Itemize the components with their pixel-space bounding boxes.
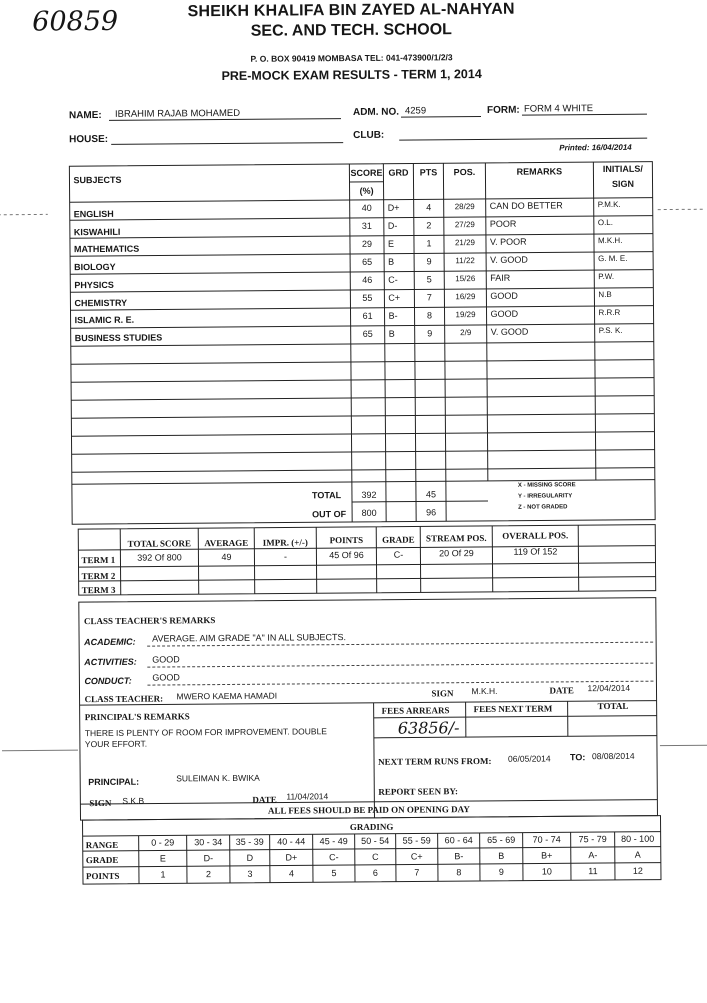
next-term-runs-label: NEXT TERM RUNS FROM:: [378, 756, 492, 767]
fees-arrears-value: 63856/-: [398, 718, 460, 737]
summary-header-average: AVERAGE: [198, 538, 254, 548]
report-seen-label: REPORT SEEN BY:: [378, 786, 458, 797]
summary-header-impr: IMPR. (+/-): [254, 537, 316, 547]
next-term-to: 08/08/2014: [592, 751, 635, 761]
result-row: ISLAMIC R. E. 61 B- 8 19/29 GOOD R.R.R: [0, 0, 703, 3]
grading-heading: GRADING: [83, 820, 661, 835]
fees-notice: ALL FEES SHOULD BE PAID ON OPENING DAY: [80, 803, 657, 818]
header-initials: INITIALS/: [593, 164, 652, 174]
result-row: CHEMISTRY 55 C+ 7 16/29 GOOD N.B: [0, 0, 703, 3]
grading-grade-label: GRADE: [86, 855, 119, 865]
academic-remark: AVERAGE. AIM GRADE "A" IN ALL SUBJECTS.: [152, 632, 346, 644]
form-label: FORM:: [487, 105, 520, 116]
conduct-label: CONDUCT:: [84, 676, 131, 686]
principal-sign-label: SIGN: [89, 798, 111, 808]
class-teacher-name: MWERO KAEMA HAMADI: [176, 691, 277, 702]
class-teacher-label: CLASS TEACHER:: [85, 694, 164, 705]
result-row: BUSINESS STUDIES 65 B 9 2/9 V. GOOD P.S. K.: [0, 0, 703, 3]
principal-date: 11/04/2014: [286, 791, 328, 801]
grading-range-label: RANGE: [86, 840, 119, 850]
school-type: SEC. AND TECH. SCHOOL: [146, 20, 556, 41]
principal-name: SULEIMAN K. BWIKA: [176, 773, 260, 784]
student-name: IBRAHIM RAJAB MOHAMED: [115, 108, 240, 120]
grading-ranges: 0 - 29 30 - 34 35 - 39 40 - 44 45 - 49 50 - 54 55 - 59 60 - 64 65 - 69 70 - 74 75 - 79 80 - 100: [0, 0, 703, 3]
club-label: CLUB:: [353, 130, 384, 141]
printed-date: Printed: 16/04/2014: [559, 143, 632, 153]
adm-label: ADM. NO.: [353, 107, 399, 118]
class-teacher-date-label: DATE: [549, 685, 573, 695]
principal-date-label: DATE: [252, 795, 276, 805]
next-term-from: 06/05/2014: [508, 753, 551, 763]
summary-row-term3: TERM 3: [82, 585, 116, 595]
grading-points-label: POINTS: [86, 871, 120, 881]
house-label: HOUSE:: [69, 134, 108, 145]
grading-grades: E D- D D+ C- C C+ B- B B+ A- A: [0, 0, 703, 3]
header-position: POS.: [443, 167, 485, 177]
result-row: PHYSICS 46 C- 5 15/26 FAIR P.W.: [0, 0, 703, 3]
class-teacher-heading: CLASS TEACHER'S REMARKS: [84, 615, 215, 626]
result-row: MATHEMATICS 29 E 1 21/29 V. POOR M.K.H.: [0, 0, 703, 3]
activities-label: ACTIVITIES:: [84, 657, 137, 667]
total-points: 45: [416, 489, 446, 499]
student-form: FORM 4 WHITE: [524, 103, 593, 115]
class-teacher-date: 12/04/2014: [587, 683, 630, 693]
header-score-unit: (%): [350, 186, 384, 196]
summary-header-points: POINTS: [316, 535, 376, 545]
class-teacher-sign-label: SIGN: [431, 688, 453, 698]
outof-score: 800: [352, 508, 386, 518]
outof-label: OUT OF: [312, 509, 346, 519]
outof-points: 96: [416, 507, 446, 517]
header-initials-sign: SIGN: [593, 179, 652, 189]
handwritten-ref-number: 60859: [32, 6, 118, 38]
principal-remark-line1: THERE IS PLENTY OF ROOM FOR IMPROVEMENT. DOUBLE: [85, 726, 327, 738]
summary-header-stream: STREAM POS.: [420, 533, 492, 544]
header-subjects: SUBJECTS: [69, 175, 133, 186]
result-row: ENGLISH 40 D+ 4 28/29 CAN DO BETTER P.M.K.: [0, 0, 703, 3]
fees-next-term-label: FEES NEXT TERM: [474, 703, 553, 714]
legend-missing: X - MISSING SCORE: [518, 482, 576, 488]
summary-header-overall: OVERALL POS.: [492, 530, 578, 541]
school-address: P. O. BOX 90419 MOMBASA TEL: 041-473900/1/2/3: [146, 51, 556, 64]
legend-not-graded: Z - NOT GRADED: [518, 504, 567, 510]
legend-irregularity: Y - IRREGULARITY: [518, 493, 572, 499]
next-term-to-label: TO:: [570, 752, 585, 762]
class-teacher-sign: M.K.H.: [471, 686, 497, 696]
principal-sign: S.K.B: [122, 796, 144, 806]
summary-row-term2: TERM 2: [82, 571, 116, 581]
conduct-remark: GOOD: [152, 672, 180, 682]
summary-header-grade: GRADE: [376, 534, 420, 544]
school-name: SHEIKH KHALIFA BIN ZAYED AL-NAHYAN: [146, 0, 556, 21]
summary-header-total: TOTAL SCORE: [120, 538, 198, 549]
result-row: BIOLOGY 65 B 9 11/22 V. GOOD G. M. E.: [0, 0, 703, 3]
result-row: KISWAHILI 31 D- 2 27/29 POOR O.L.: [0, 0, 703, 3]
principal-remark-line2: YOUR EFFORT.: [85, 739, 147, 749]
grading-points: 1 2 3 4 5 6 7 8 9 10 11 12: [0, 0, 703, 3]
name-label: NAME:: [69, 110, 102, 121]
total-score: 392: [352, 490, 386, 500]
fees-total-label: TOTAL: [598, 701, 629, 711]
header-remarks: REMARKS: [485, 166, 593, 177]
adm-number: 4259: [405, 105, 426, 116]
summary-row-term1: TERM 1 392 Of 800 49 - 45 Of 96 C- 20 Of 29 119 Of 152: [0, 0, 703, 3]
activities-remark: GOOD: [152, 654, 180, 664]
report-title: PRE-MOCK EXAM RESULTS - TERM 1, 2014: [147, 66, 557, 83]
header-score: SCORE: [349, 168, 383, 178]
fees-arrears-label: FEES ARREARS: [382, 705, 450, 716]
header-points: PTS: [413, 167, 443, 177]
total-label: TOTAL: [312, 490, 341, 500]
principal-heading: PRINCIPAL'S REMARKS: [85, 711, 190, 722]
academic-label: ACADEMIC:: [84, 637, 136, 647]
header-grade: GRD: [383, 168, 413, 178]
principal-label: PRINCIPAL:: [88, 777, 139, 787]
